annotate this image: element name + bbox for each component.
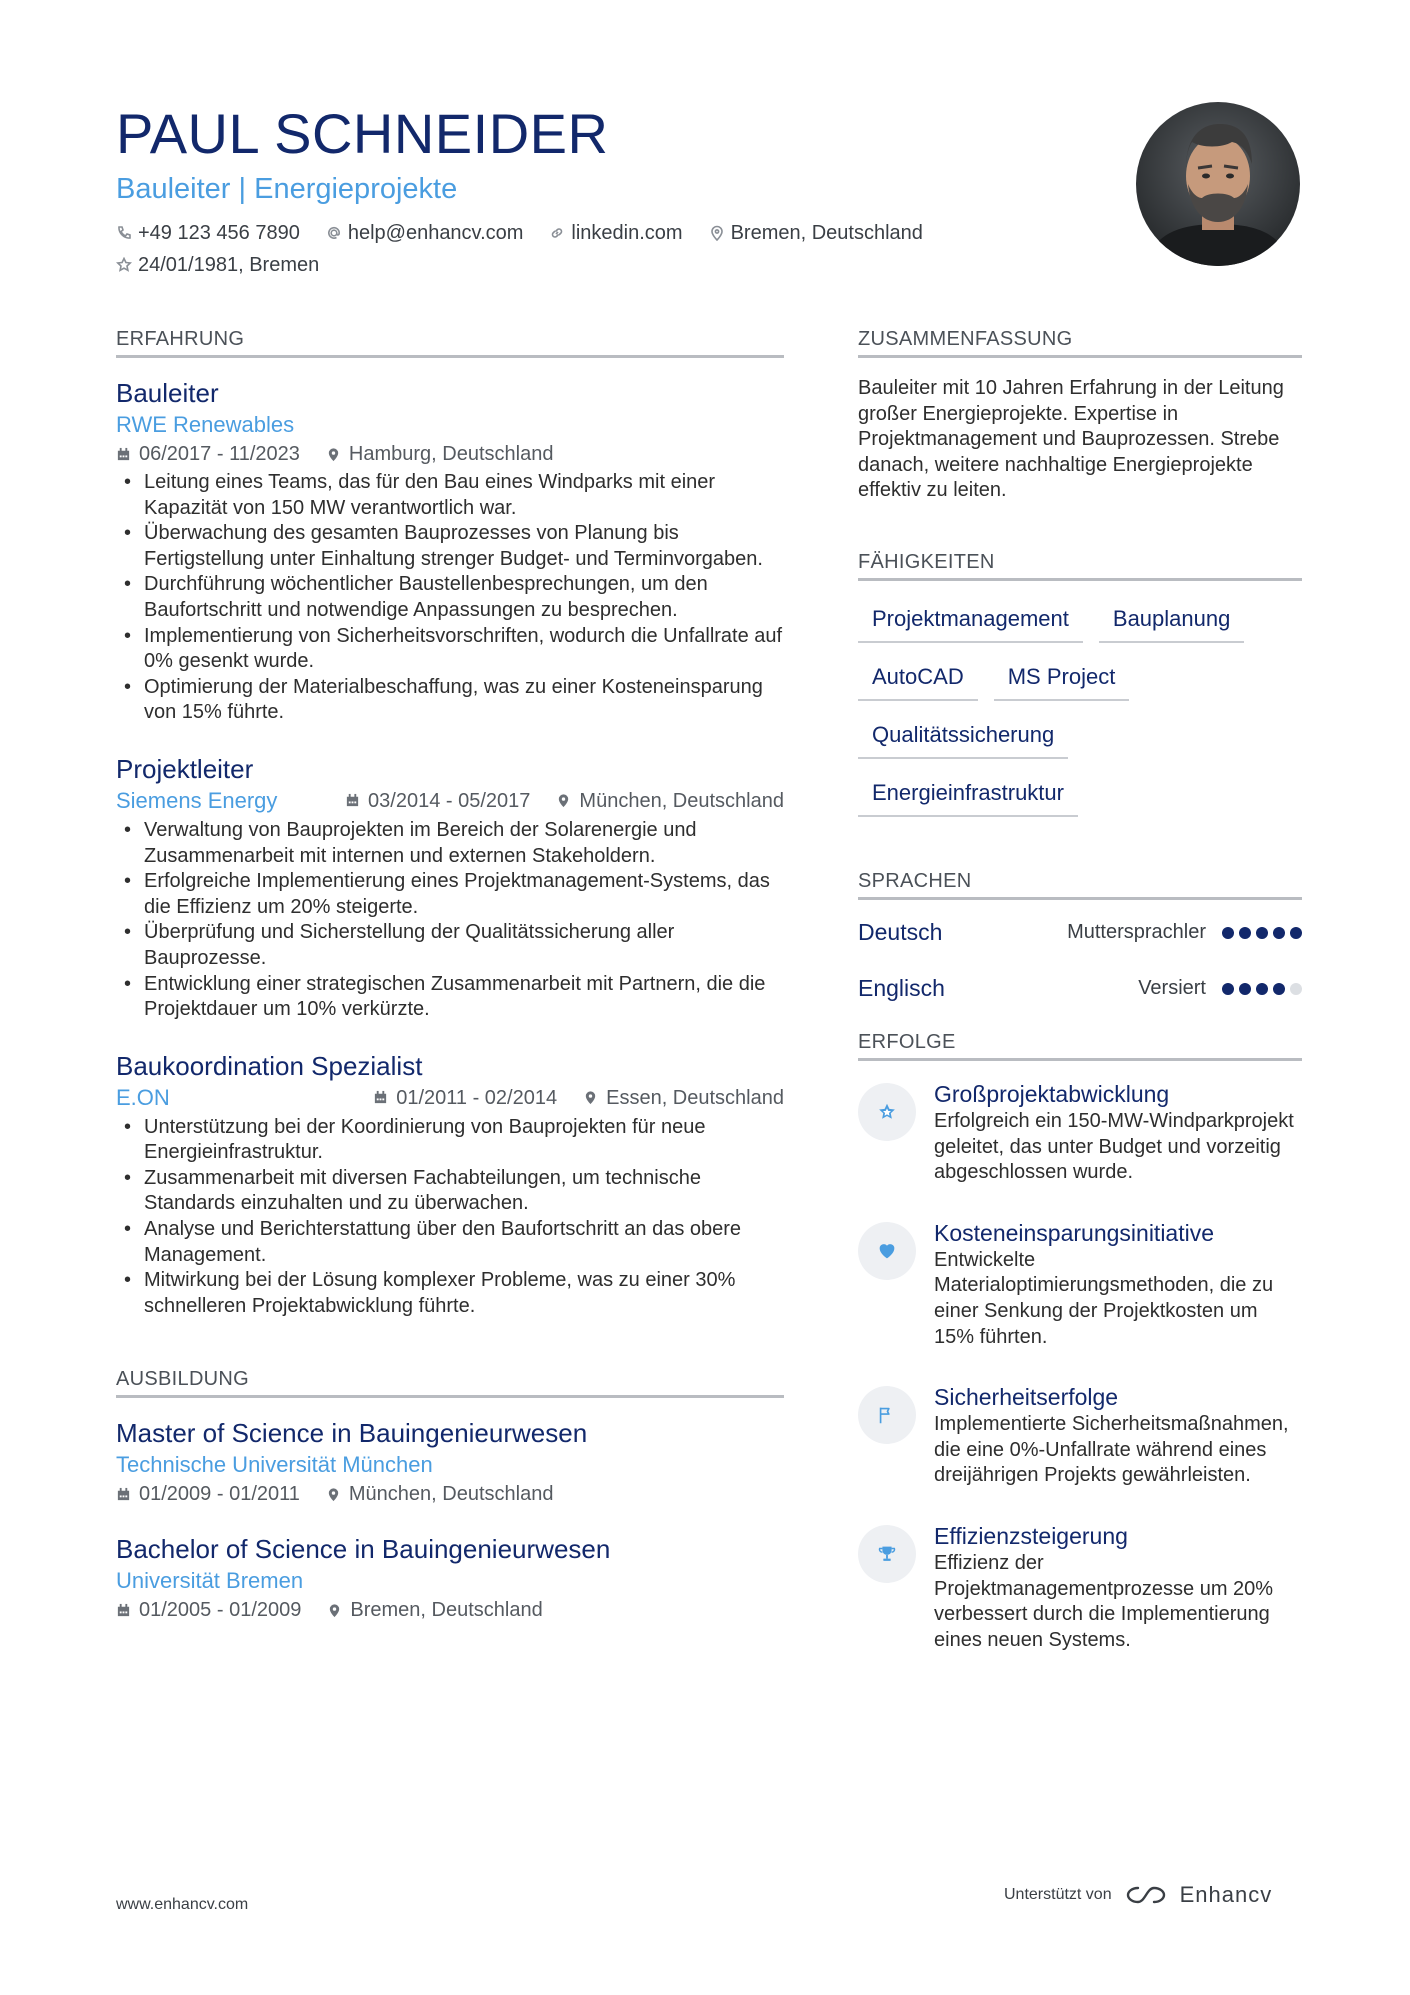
job-title: Projektleiter bbox=[116, 753, 254, 784]
skill-tag: Bauplanung bbox=[1099, 599, 1244, 643]
job-dates bbox=[116, 440, 300, 468]
achievement-title: Effizienzsteigerung bbox=[934, 1522, 1128, 1549]
achievement-icon-wrap bbox=[858, 1083, 916, 1141]
education-location bbox=[327, 1596, 542, 1624]
achievement-body bbox=[934, 1382, 1302, 1489]
achievement-entry bbox=[858, 1218, 1302, 1350]
job-dates-text: 01/2011 - 02/2014 bbox=[396, 1086, 558, 1109]
job-company: E.ON bbox=[116, 1084, 170, 1110]
job-title: Baukoordination Spezialist bbox=[116, 1050, 423, 1081]
education-location-text: Bremen, Deutschland bbox=[350, 1599, 543, 1622]
location-pin-icon bbox=[709, 225, 725, 241]
rating-dot-filled bbox=[1239, 983, 1251, 995]
trophy-icon bbox=[876, 1543, 898, 1565]
job-meta bbox=[345, 787, 784, 815]
education-dates-text: 01/2005 - 01/2009 bbox=[139, 1599, 302, 1622]
education-location bbox=[326, 1480, 554, 1508]
job-location bbox=[326, 440, 554, 468]
calendar-icon bbox=[116, 1487, 131, 1502]
bullet: • Entwicklung einer strategischen Zusammenarbeit mit Partnern, die die Projektdauer um 10% verkürzte. bbox=[116, 972, 784, 1023]
job-location bbox=[556, 787, 784, 815]
location-text: Bremen, Deutschland bbox=[730, 222, 923, 244]
job-bullets bbox=[116, 818, 784, 1023]
languages-list bbox=[858, 918, 1302, 1004]
right-column bbox=[858, 327, 1302, 1685]
bullet: • Erfolgreiche Implementierung eines Projektmanagement-Systems, das die Effizienz um 20% steigerte. bbox=[116, 869, 784, 920]
location-pin-icon bbox=[327, 1603, 342, 1618]
job-dates-text: 03/2014 - 05/2017 bbox=[368, 789, 531, 812]
rating-dot-filled bbox=[1256, 983, 1268, 995]
job-location-text: München, Deutschland bbox=[579, 789, 784, 812]
location-pin-icon bbox=[583, 1090, 598, 1105]
achievement-text: Effizienz der Projektmanagementprozesse um 20% verbessert durch die Implementierung eines neuen Systems. bbox=[934, 1551, 1274, 1651]
enhancv-logo-icon bbox=[1124, 1882, 1168, 1908]
birth-text: 24/01/1981, Bremen bbox=[138, 254, 320, 276]
email-text: help@enhancv.com bbox=[347, 222, 524, 244]
job-meta bbox=[373, 1084, 784, 1112]
left-column bbox=[116, 327, 784, 1648]
calendar-icon bbox=[373, 1090, 388, 1105]
job-meta bbox=[116, 440, 784, 468]
achievement-body bbox=[934, 1521, 1302, 1653]
section-title-experience: ERFAHRUNG bbox=[116, 327, 784, 358]
profile-photo bbox=[1136, 102, 1300, 266]
rating-dot-filled bbox=[1222, 983, 1234, 995]
skill-tag: Qualitätssicherung bbox=[858, 715, 1068, 759]
bullet: • Durchführung wöchentlicher Baustellenbesprechungen, um den Baufortschritt und notwendige Anpassungen zu besprechen. bbox=[116, 572, 784, 623]
education-dates bbox=[116, 1596, 301, 1624]
at-icon bbox=[326, 225, 342, 241]
language-level: Versiert bbox=[1138, 977, 1206, 1000]
job-dates bbox=[373, 1084, 557, 1112]
contact-linkedin[interactable] bbox=[549, 220, 682, 246]
language-level-group bbox=[1067, 921, 1302, 944]
achievement-text: Erfolgreich ein 150-MW-Windparkprojekt geleitet, das unter Budget und vorzeitig abgeschlossen wurde. bbox=[934, 1109, 1294, 1184]
contact-phone[interactable] bbox=[116, 220, 300, 246]
contact-email[interactable] bbox=[326, 220, 524, 246]
achievement-body bbox=[934, 1218, 1302, 1350]
bullet: • Überprüfung und Sicherstellung der Qualitätssicherung aller Bauprozesse. bbox=[116, 920, 784, 971]
job-bullets bbox=[116, 1115, 784, 1320]
phone-text: +49 123 456 7890 bbox=[138, 222, 300, 244]
skill-tag: MS Project bbox=[994, 657, 1130, 701]
star-icon bbox=[876, 1101, 898, 1123]
bullet: • Leitung eines Teams, das für den Bau eines Windparks mit einer Kapazität von 150 MW verantwortlich war. bbox=[116, 470, 784, 521]
achievement-title: Kosteneinsparungsinitiative bbox=[934, 1219, 1215, 1246]
achievement-entry bbox=[858, 1079, 1302, 1186]
calendar-icon bbox=[345, 793, 360, 808]
bullet: • Analyse und Berichterstattung über den Baufortschritt an das obere Management. bbox=[116, 1217, 784, 1268]
job-bullets bbox=[116, 470, 784, 726]
experience-entry bbox=[116, 376, 784, 726]
contact-row-2 bbox=[116, 252, 1066, 278]
education-entry bbox=[116, 1532, 784, 1624]
job-location bbox=[583, 1084, 784, 1112]
rating-dot-filled bbox=[1290, 927, 1302, 939]
candidate-name: PAUL SCHNEIDER bbox=[116, 102, 609, 165]
phone-icon bbox=[116, 225, 132, 241]
education-location-text: München, Deutschland bbox=[348, 1483, 554, 1506]
language-row bbox=[858, 974, 1302, 1004]
school-name: Universität Bremen bbox=[116, 1568, 304, 1594]
rating-dot-filled bbox=[1239, 927, 1251, 939]
contact-birth bbox=[116, 252, 319, 278]
language-level: Muttersprachler bbox=[1067, 921, 1206, 944]
education-entry bbox=[116, 1416, 784, 1508]
avatar-image bbox=[1136, 102, 1300, 266]
skill-tag: Energieinfrastruktur bbox=[858, 773, 1078, 817]
job-title: Bauleiter bbox=[116, 378, 219, 408]
flag-icon bbox=[876, 1404, 898, 1426]
section-title-skills: FÄHIGKEITEN bbox=[858, 550, 1302, 581]
degree-title: Master of Science in Bauingenieurwesen bbox=[116, 1418, 588, 1449]
education-meta bbox=[116, 1480, 784, 1508]
achievement-text: Implementierte Sicherheitsmaßnahmen, die eine 0%-Unfallrate während eines dreijährigen Projekts gewährleisten. bbox=[934, 1413, 1289, 1487]
job-company: Siemens Energy bbox=[116, 787, 278, 813]
bullet: • Zusammenarbeit mit diversen Fachabteilungen, um technische Standards einzuhalten und zu überwachen. bbox=[116, 1166, 784, 1217]
achievement-title: Sicherheitserfolge bbox=[934, 1384, 1119, 1411]
job-dates-text: 06/2017 - 11/2023 bbox=[139, 443, 300, 465]
linkedin-text: linkedin.com bbox=[571, 222, 683, 244]
education-meta bbox=[116, 1596, 784, 1624]
language-name: Englisch bbox=[858, 975, 945, 1002]
achievement-title: Großprojektabwicklung bbox=[934, 1080, 1170, 1107]
calendar-icon bbox=[116, 1603, 131, 1618]
location-pin-icon bbox=[326, 447, 341, 462]
skill-tag: AutoCAD bbox=[858, 657, 978, 701]
achievement-icon-wrap bbox=[858, 1386, 916, 1444]
rating-dot-empty bbox=[1290, 983, 1302, 995]
footer-website[interactable]: www.enhancv.com bbox=[116, 1896, 249, 1913]
achievement-icon-wrap bbox=[858, 1525, 916, 1583]
language-rating bbox=[1222, 927, 1302, 939]
bullet: • Überwachung des gesamten Bauprozesses von Planung bis Fertigstellung unter Einhaltung strenger Budget- und Terminvorgaben. bbox=[116, 521, 784, 572]
achievement-entry bbox=[858, 1382, 1302, 1489]
skill-tag: Projektmanagement bbox=[858, 599, 1083, 643]
bullet: • Unterstützung bei der Koordinierung von Bauprojekten für neue Energieinfrastruktur. bbox=[116, 1115, 784, 1166]
calendar-icon bbox=[116, 447, 131, 462]
job-company-row bbox=[116, 1083, 784, 1113]
achievement-text: Entwickelte Materialoptimierungsmethoden, die zu einer Senkung der Projektkosten um 15% führten. bbox=[934, 1248, 1274, 1348]
education-dates bbox=[116, 1480, 300, 1508]
brand-name: Enhancv bbox=[1179, 1882, 1273, 1907]
contact-row bbox=[116, 220, 1066, 246]
bullet: • Mitwirkung bei der Lösung komplexer Probleme, was zu einer 30% schnelleren Projektabwicklung führte. bbox=[116, 1268, 784, 1319]
achievement-icon-wrap bbox=[858, 1222, 916, 1280]
powered-by-text: Unterstützt von bbox=[1004, 1886, 1112, 1903]
degree-title: Bachelor of Science in Bauingenieurwesen bbox=[116, 1534, 611, 1565]
bullet: • Verwaltung von Bauprojekten im Bereich der Solarenergie und Zusammenarbeit mit internen und externen Stakeholdern. bbox=[116, 818, 784, 869]
section-title-summary: ZUSAMMENFASSUNG bbox=[858, 327, 1302, 358]
skills-list bbox=[858, 599, 1302, 817]
contact-location bbox=[709, 220, 923, 246]
job-company-row bbox=[116, 786, 784, 816]
footer-branding bbox=[1004, 1882, 1272, 1908]
section-title-languages: SPRACHEN bbox=[858, 869, 1302, 900]
resume-header bbox=[116, 100, 1066, 278]
location-pin-icon bbox=[326, 1487, 341, 1502]
school-name: Technische Universität München bbox=[116, 1452, 433, 1478]
achievement-entry bbox=[858, 1521, 1302, 1653]
language-level-group bbox=[1138, 977, 1302, 1000]
job-dates bbox=[345, 787, 530, 815]
section-title-achievements: ERFOLGE bbox=[858, 1030, 1302, 1061]
rating-dot-filled bbox=[1256, 927, 1268, 939]
bullet: • Optimierung der Materialbeschaffung, was zu einer Kosteneinsparung von 15% führte. bbox=[116, 675, 784, 726]
heart-icon bbox=[876, 1240, 898, 1262]
job-location-text: Essen, Deutschland bbox=[606, 1086, 784, 1109]
link-icon bbox=[549, 225, 565, 241]
summary-text: Bauleiter mit 10 Jahren Erfahrung in der Leitung großer Energieprojekte. Expertise in Projektmanagement und Bauprozessen. Strebe danach, weitere nachhaltige Energieprojekte effektiv zu leiten. bbox=[858, 377, 1284, 502]
language-row bbox=[858, 918, 1302, 948]
experience-entry bbox=[116, 752, 784, 1023]
experience-entry bbox=[116, 1049, 784, 1320]
job-location-text: Hamburg, Deutschland bbox=[348, 443, 554, 465]
language-name: Deutsch bbox=[858, 919, 943, 946]
bullet: • Implementierung von Sicherheitsvorschriften, wodurch die Unfallrate auf 0% gesenkt wurde. bbox=[116, 624, 784, 675]
rating-dot-filled bbox=[1273, 927, 1285, 939]
language-rating bbox=[1222, 983, 1302, 995]
rating-dot-filled bbox=[1222, 927, 1234, 939]
star-outline-icon bbox=[116, 257, 132, 273]
achievement-body bbox=[934, 1079, 1302, 1186]
candidate-subtitle: Bauleiter | Energieprojekte bbox=[116, 173, 458, 205]
education-dates-text: 01/2009 - 01/2011 bbox=[139, 1483, 300, 1506]
section-title-education: AUSBILDUNG bbox=[116, 1367, 784, 1398]
location-pin-icon bbox=[556, 793, 571, 808]
job-company: RWE Renewables bbox=[116, 412, 295, 437]
rating-dot-filled bbox=[1273, 983, 1285, 995]
